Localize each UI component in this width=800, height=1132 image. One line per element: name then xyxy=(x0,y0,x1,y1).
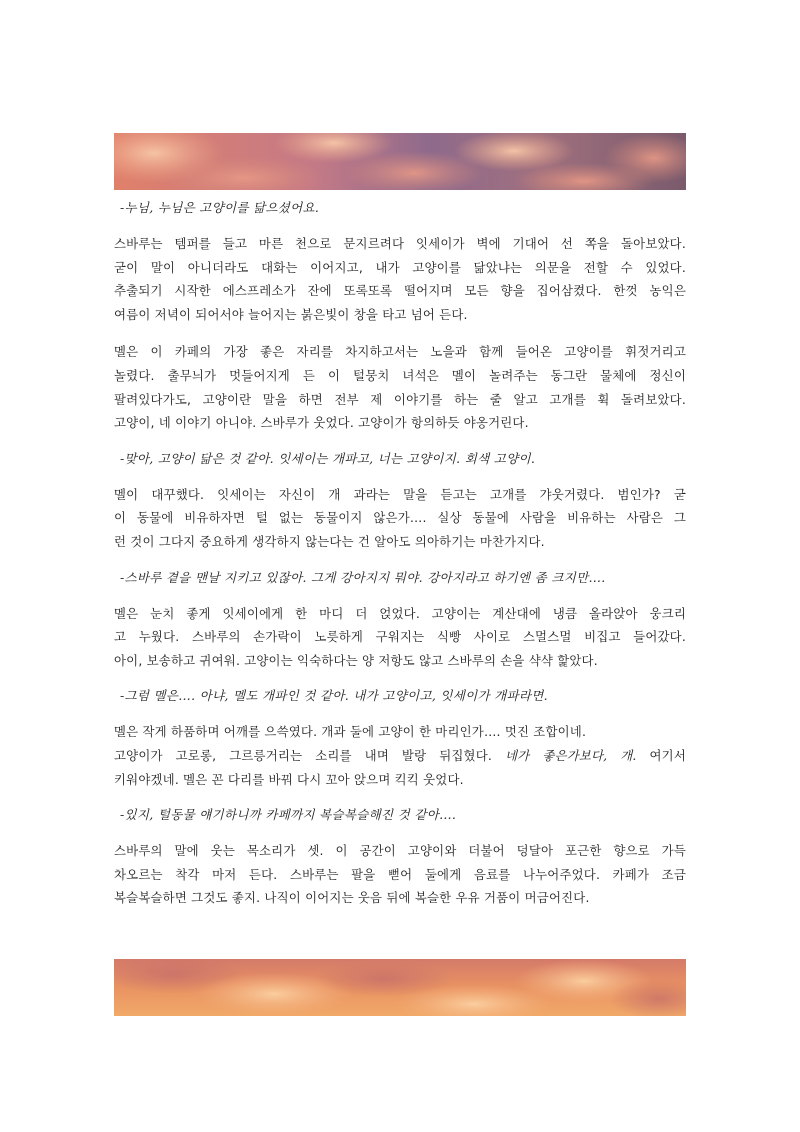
dialogue-line: -맞아, 고양이 닮은 것 같아. 잇세이는 개파고, 너는 고양이지. 회색 고양이. xyxy=(120,450,536,466)
inner-thought: 네가 좋은가보다, 개. xyxy=(505,747,637,763)
text-line: 추출되기 시작한 에스프레소가 잔에 또록또록 떨어지며 모든 향을 집어삼켰다. 한껏 농익은 xyxy=(114,283,686,299)
text-line: 멜은 눈치 좋게 잇세이에게 한 마디 더 얹었다. 고양이는 계산대에 냉큼 올라앉아 웅크리 xyxy=(114,605,686,621)
text-line: 런 것이 그다지 중요하게 생각하지 않는다는 건 알아도 의아하기는 마찬가지다. xyxy=(114,533,545,549)
paragraph xyxy=(114,483,686,554)
sunset-sky-image xyxy=(114,959,686,1016)
dialogue-line: -누님, 누님은 고양이를 닮으셨어요. xyxy=(120,200,320,215)
story-text xyxy=(114,192,686,910)
sunset-sky-banner-bottom xyxy=(114,959,686,1016)
text-line xyxy=(114,744,686,768)
text-line: 고양이, 네 이야기 아니야. 스바루가 웃었다. 고양이가 항의하듯 야옹거린다. xyxy=(114,415,529,431)
paragraph xyxy=(114,602,686,673)
dialogue-line: -있지, 털동물 얘기하니까 카페까지 복슬복슬해진 것 같아…. xyxy=(120,807,457,823)
text-line: 스바루의 말에 웃는 목소리가 셋. 이 공간이 고양이와 더불어 덩달아 포근한 향으로 가득 xyxy=(114,843,686,859)
text-line: 굳이 말이 아니더라도 대화는 이어지고, 내가 고양이를 닮았냐는 의문을 전할 수 있었다. xyxy=(114,259,686,275)
text-line: 여름이 저녁이 되어서야 늘어지는 붉은빛이 창을 타고 넘어 든다. xyxy=(114,306,468,322)
text-line: 놀렸다. 출무늬가 멋들어지게 든 이 털뭉치 녀석은 멜이 놀려주는 동그란 물체에 정신이 xyxy=(114,367,686,383)
text-line: 키워야겠네. 멜은 꼰 다리를 바꿔 다시 꼬아 앉으며 킥킥 웃었다. xyxy=(114,771,464,787)
text-line: 멜은 작게 하품하며 어깨를 으쓱였다. 개과 둘에 고양이 한 마리인가…. 멋진 조합이네. xyxy=(114,724,587,740)
sunset-sky-banner-top xyxy=(114,133,686,190)
text-segment: 여기서 xyxy=(636,747,686,763)
text-line: 멜은 이 카페의 가장 좋은 자리를 차지하고서는 노을과 함께 들어온 고양이를 휘젓거리고 xyxy=(114,344,686,360)
paragraph xyxy=(114,720,686,791)
sunset-sky-image xyxy=(114,133,686,190)
text-line: 팔려있다가도, 고양이란 말을 하면 전부 제 이야기를 하는 줄 알고 고개를 휙 돌려보았다. xyxy=(114,391,686,407)
text-line: 아이, 보송하고 귀여워. 고양이는 익숙하다는 양 저항도 않고 스바루의 손을 샥샥 핥았다. xyxy=(114,652,598,668)
dialogue-line: -그럼 멜은…. 아냐, 멜도 개파인 것 같아. 내가 고양이고, 잇세이가 개파라면. xyxy=(120,688,548,704)
text-line: 스바루는 템퍼를 들고 마른 천으로 문지르려다 잇세이가 벽에 기대어 선 쪽을 돌아보았다. xyxy=(114,236,686,251)
paragraph xyxy=(114,839,686,910)
text-line: 이 동물에 비유하자면 털 없는 동물이지 않은가…. 실상 동물에 사람을 비유하는 사람은 그 xyxy=(114,510,686,526)
text-line: 차오르는 착각 마저 든다. 스바루는 팔을 뻗어 둘에게 음료를 나누어주었다. 카페가 조금 xyxy=(114,866,686,882)
text-line: 복슬복슬하면 그것도 좋지. 나직이 이어지는 웃음 뒤에 복슬한 우유 거품이 머금어진다. xyxy=(114,890,590,906)
paragraph xyxy=(114,232,686,326)
text-segment: 고양이가 고로롱, 그르릉거리는 소리를 내며 발랑 뒤집혔다. xyxy=(114,747,505,763)
text-line: 멜이 대꾸했다. 잇세이는 자신이 개 과라는 말을 듣고는 고개를 갸웃거렸다. 범인가? 굳 xyxy=(114,486,686,502)
paragraph xyxy=(114,340,686,434)
dialogue-line: -스바루 곁을 맨날 지키고 있잖아. 그게 강아지지 뭐야. 강아지라고 하기엔 좀 크지만…. xyxy=(120,569,606,585)
text-line: 고 누웠다. 스바루의 손가락이 노릇하게 구워지는 식빵 사이로 스멀스멀 비집고 들어갔다. xyxy=(114,629,686,645)
